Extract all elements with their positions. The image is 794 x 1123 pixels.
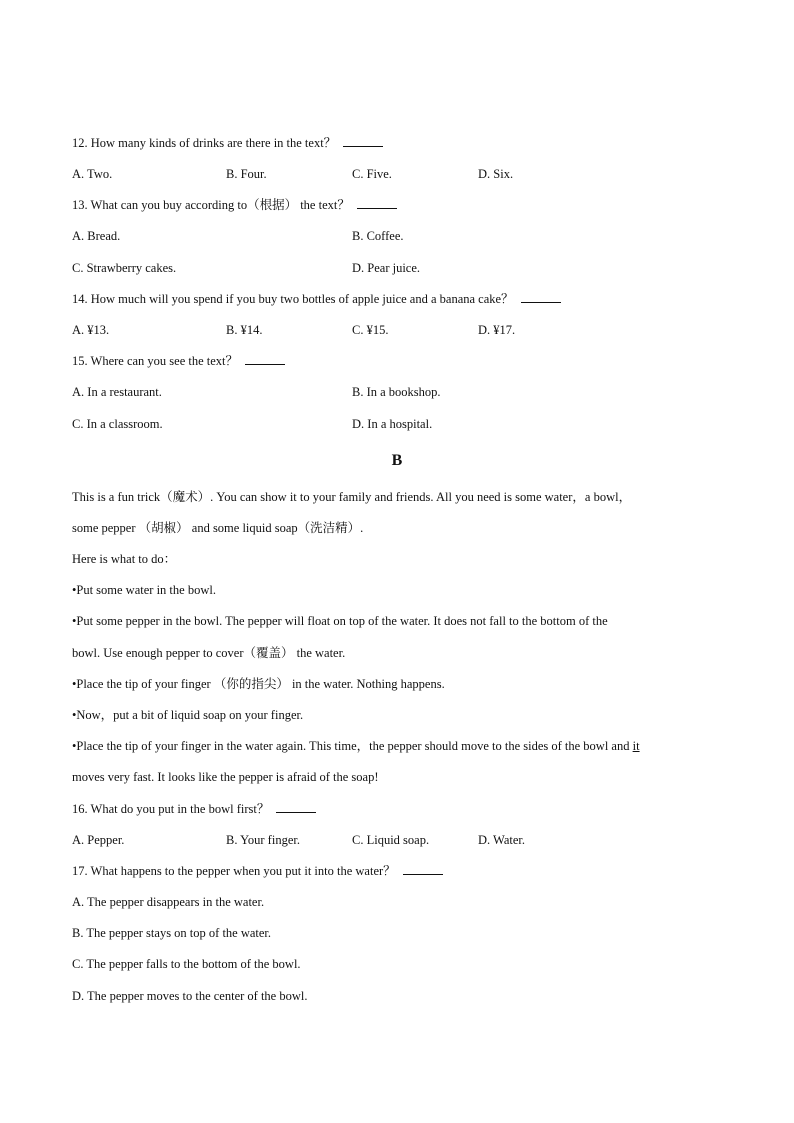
- passage-line: some pepper （胡椒） and some liquid soap（洗洁精）.: [72, 521, 364, 535]
- option-c: C. In a classroom.: [72, 417, 163, 431]
- option-a: A. The pepper disappears in the water.: [72, 895, 265, 909]
- answer-blank[interactable]: [245, 353, 285, 365]
- question-17: [72, 863, 443, 879]
- question-stem: How much will you spend if you buy two bottles of apple juice and a banana cake？: [90, 292, 514, 306]
- passage-line: moves very fast. It looks like the pepper is afraid of the soap!: [72, 770, 379, 784]
- passage-line: •Put some water in the bowl.: [72, 583, 216, 597]
- option-a: A. Two.: [72, 167, 113, 181]
- option-b: B. The pepper stays on top of the water.: [72, 926, 272, 940]
- option-d: D. ¥17.: [478, 323, 516, 337]
- option-c: C. ¥15.: [352, 323, 389, 337]
- answer-blank[interactable]: [276, 801, 316, 813]
- question-16: [72, 801, 316, 817]
- option-d: D. The pepper moves to the center of the bowl.: [72, 989, 308, 1003]
- question-13: [72, 197, 397, 213]
- passage-line: Here is what to do：: [72, 552, 177, 566]
- option-d: D. Water.: [478, 833, 526, 847]
- answer-blank[interactable]: [357, 197, 397, 209]
- option-c: C. Strawberry cakes.: [72, 261, 177, 275]
- section-title: B: [391, 452, 403, 469]
- option-c: C. Five.: [352, 167, 392, 181]
- question-number: 17.: [72, 864, 88, 878]
- option-b: B. In a bookshop.: [352, 385, 441, 399]
- option-b: B. Four.: [226, 167, 267, 181]
- question-number: 13.: [72, 198, 88, 212]
- passage-line: bowl. Use enough pepper to cover（覆盖） the water.: [72, 646, 346, 660]
- option-a: A. In a restaurant.: [72, 385, 162, 399]
- question-stem: Where can you see the text？: [90, 354, 239, 368]
- passage-line: [72, 738, 640, 754]
- question-number: 14.: [72, 292, 88, 306]
- question-number: 12.: [72, 136, 88, 150]
- option-a: A. Bread.: [72, 229, 121, 243]
- passage-line: This is a fun trick（魔术）. You can show it to your family and friends. All you need is some water，a bowl，: [72, 490, 632, 504]
- answer-blank[interactable]: [403, 863, 443, 875]
- option-b: B. ¥14.: [226, 323, 263, 337]
- option-c: C. The pepper falls to the bottom of the bowl.: [72, 957, 301, 971]
- answer-blank[interactable]: [343, 135, 383, 147]
- question-number: 15.: [72, 354, 88, 368]
- answer-blank[interactable]: [521, 291, 561, 303]
- question-number: 16.: [72, 802, 88, 816]
- option-d: D. Six.: [478, 167, 514, 181]
- question-stem: What can you buy according to（根据） the text？: [90, 198, 350, 212]
- passage-line: •Place the tip of your finger （你的指尖） in the water. Nothing happens.: [72, 677, 445, 691]
- passage-line: •Put some pepper in the bowl. The pepper will float on top of the water. It does not fall to the bottom of the: [72, 614, 608, 628]
- question-stem: What do you put in the bowl first？: [90, 802, 270, 816]
- question-14: [72, 291, 561, 307]
- option-b: B. Coffee.: [352, 229, 404, 243]
- option-d: D. Pear juice.: [352, 261, 421, 275]
- option-b: B. Your finger.: [226, 833, 300, 847]
- passage-text: •Place the tip of your finger in the water again. This time，the pepper should move to the sides of the bowl and: [72, 739, 633, 753]
- passage-line: •Now，put a bit of liquid soap on your finger.: [72, 708, 304, 722]
- option-c: C. Liquid soap.: [352, 833, 430, 847]
- option-a: A. Pepper.: [72, 833, 125, 847]
- option-a: A. ¥13.: [72, 323, 110, 337]
- question-12: [72, 135, 383, 151]
- question-stem: What happens to the pepper when you put it into the water？: [90, 864, 396, 878]
- question-stem: How many kinds of drinks are there in the text？: [90, 136, 337, 150]
- question-15: [72, 353, 285, 369]
- option-d: D. In a hospital.: [352, 417, 433, 431]
- underlined-word: it: [632, 739, 640, 753]
